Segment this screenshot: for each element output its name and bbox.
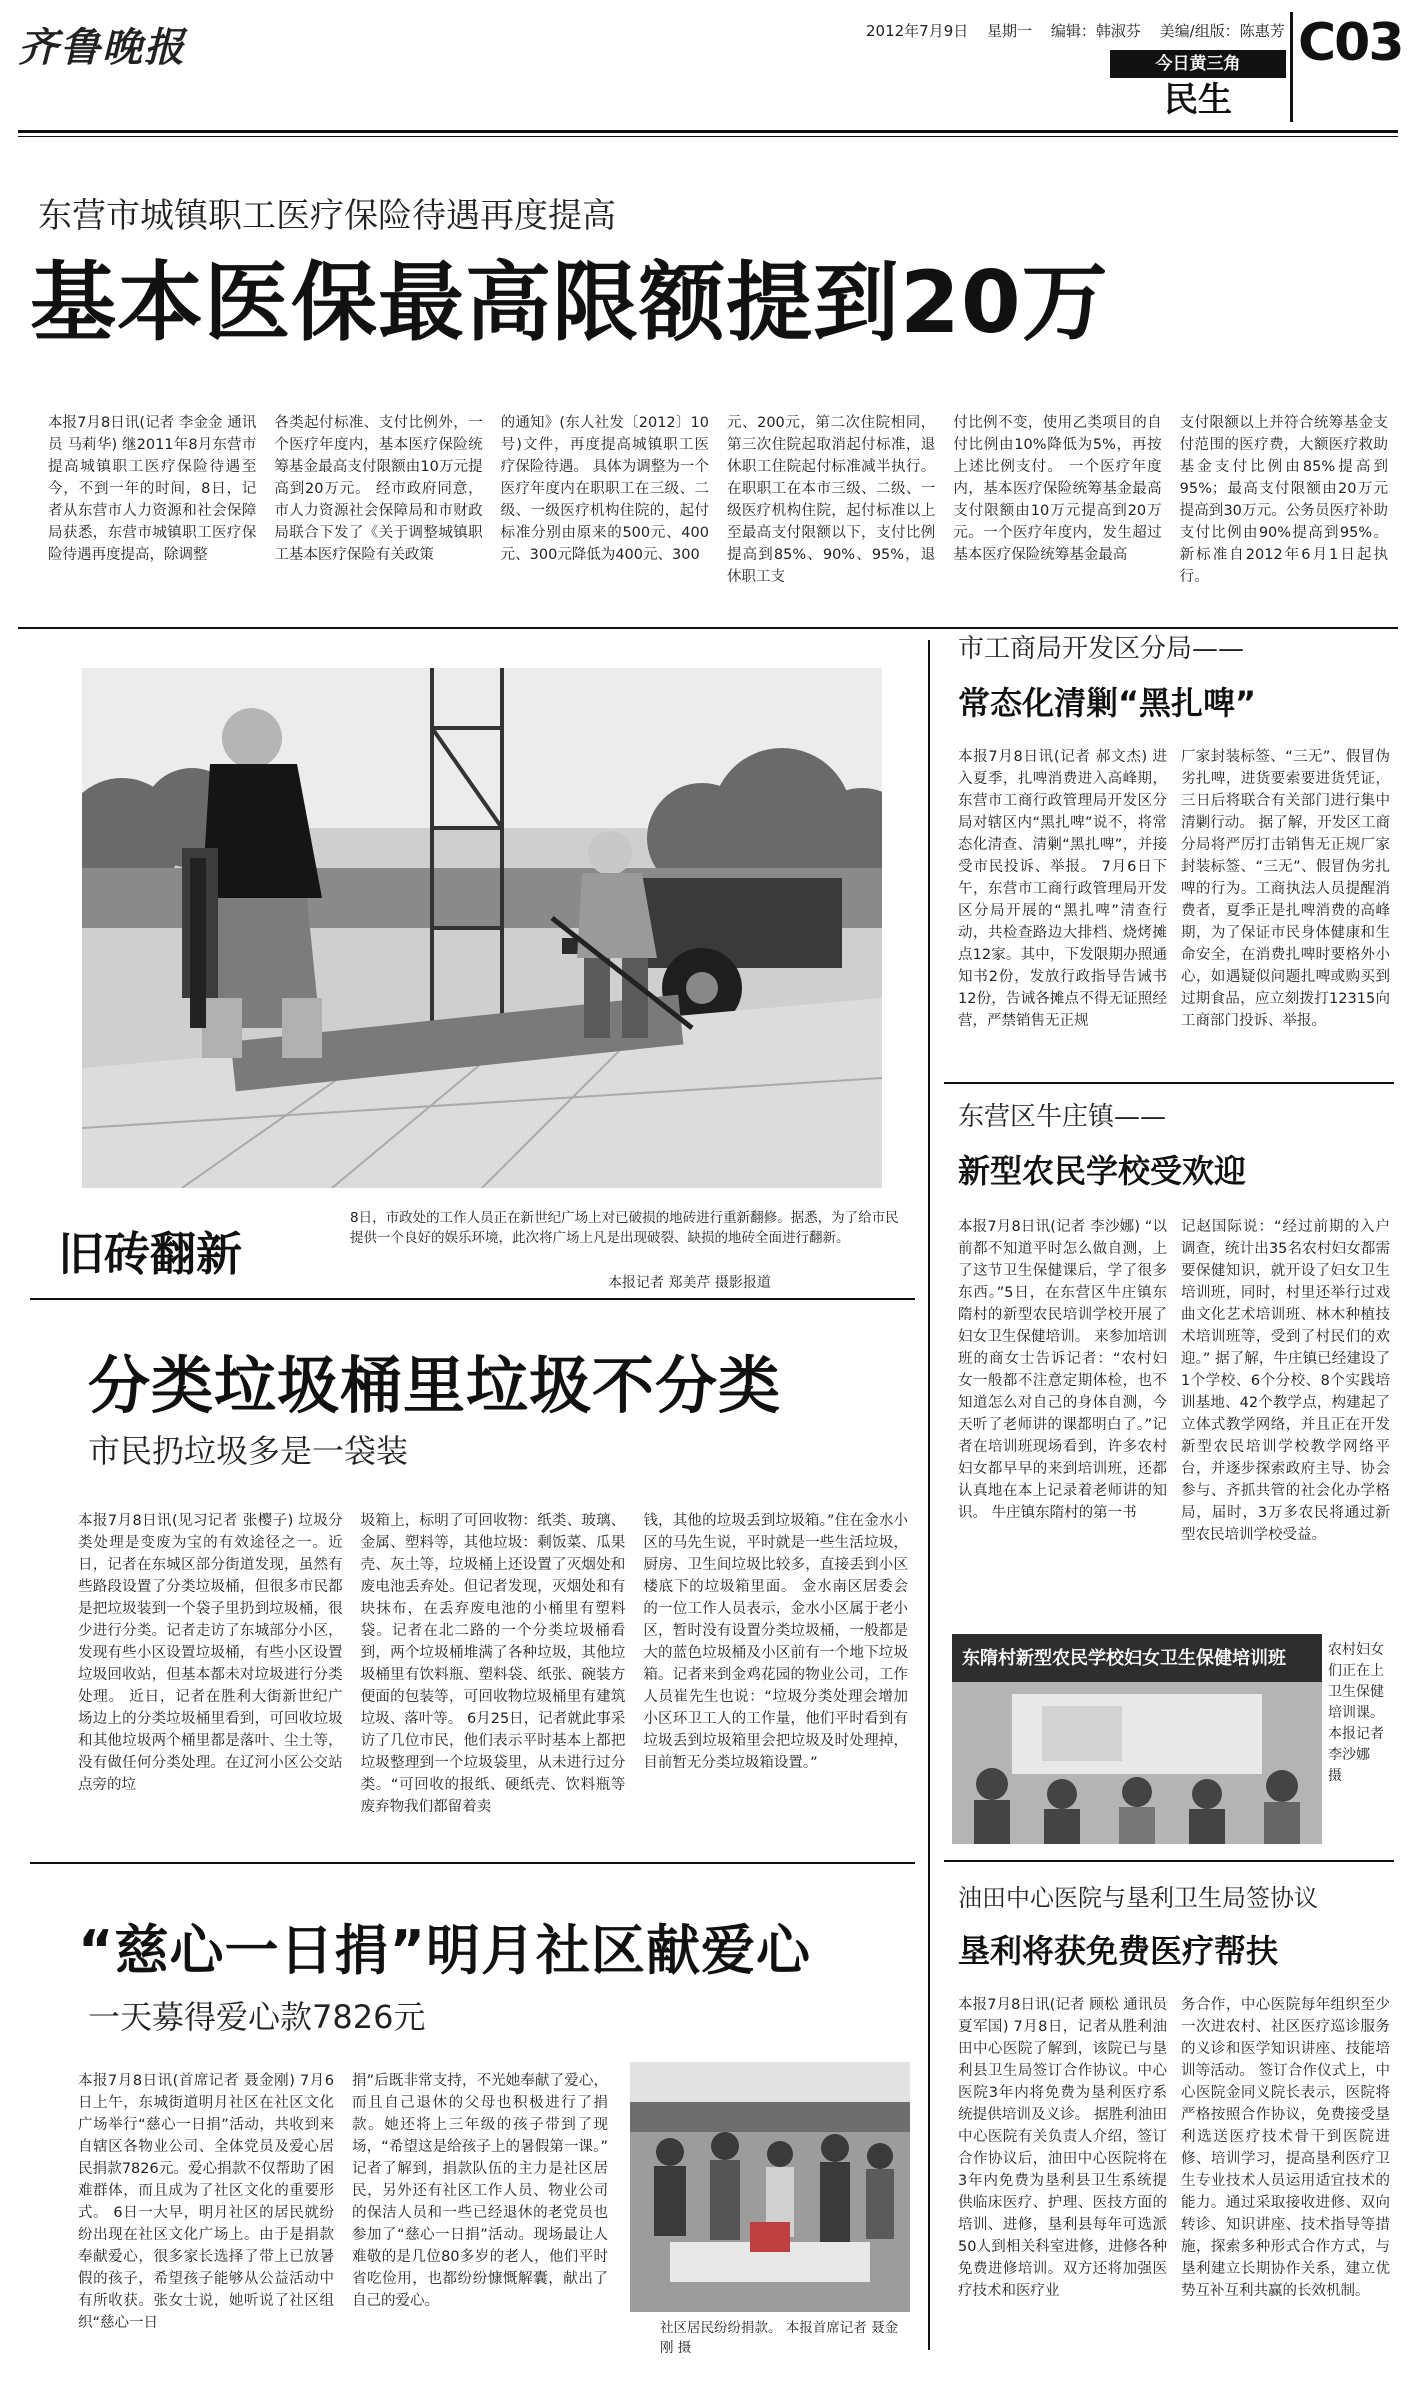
trash-rule	[30, 1862, 915, 1864]
issue-weekday: 星期一	[987, 22, 1033, 40]
trash-col-1: 本报7月8日讯(见习记者 张樱子) 垃圾分类处理是变废为宝的有效途径之一。近日，记者在东城区部分街道发现，虽然有些路段设置了分类垃圾桶，但很多市民都是把垃圾装到一个袋子里扔到垃圾桶，很少进行分类。记者走访了东城部分小区，发现有些小区设置垃圾桶，有些小区设置垃圾回收站，但基本都未对垃圾进行分类处理。 近日，记者在胜利大街新世纪广场边上的分类垃圾桶里看到，可回收垃圾和其他垃圾两个桶里都是落叶、尘土等，没有做任何分类处理。在辽河小区公交站点旁的垃	[78, 1513, 343, 1793]
charity-photo-caption: 社区居民纷纷捐款。 本报首席记者 聂金刚 摄	[660, 2320, 899, 2356]
masthead	[18, 10, 1408, 130]
side3-col-2: 务合作，中心医院每年组织至少一次进农村、社区医疗巡诊服务的义诊和医学知识讲座、技能培训等活动。 签订合作仪式上，中心医院金同义院长表示，医院将严格按照合作协议，免费接受垦利选送医疗技术骨干到医院进修、培训学习，提高垦利医疗卫生专业技术人员运用适宜技术的能力。通过采取接收进修、双向转诊、知识讲座、技术指导等措施，探索多种形式合作方式，与垦利建立长期协作关系，建立优势互补互利共赢的长效机制。	[1181, 1997, 1390, 2299]
side2-col-1: 本报7月8日讯(记者 李沙娜) “以前都不知道平时怎么做自测，上了这节卫生保健课后，学了很多东西。”5日，在东营区牛庄镇东隋村的新型农民培训学校开展了妇女卫生保健培训。 来参加培训班的商女士告诉记者：“农村妇女一般都不注意定期体检，也不知道怎么对自己的身体自测，今天听了老师讲的课都明白了。”记者在培训班现场看到，许多农村妇女都早早的来到培训班，还都认真地在本上记录着老师讲的知识。 牛庄镇东隋村的第一书	[958, 1219, 1167, 1521]
photo-residents-donating	[630, 2062, 910, 2312]
lead-col-5: 付比例不变，使用乙类项目的自付比例由10%降低为5%，再按上述比例支付。 一个医疗年度内，基本医疗保险统筹基金最高支付限额由10万元提高到20万元。一个医疗年度内，发生超过基本医疗保险统筹基金最高	[953, 415, 1162, 563]
section-name: 民生	[1110, 80, 1286, 120]
lead-col-6: 支付限额以上并符合统筹基金支付范围的医疗费，大额医疗救助基金支付比例由85%提高到95%；最高支付限额由20万元提高到30万元。公务员医疗补助支付比例由90%提高到95%。新标准自2012年6月1日起执行。	[1179, 415, 1388, 585]
photo-story-credit: 本报记者 郑美芹 摄影报道	[608, 1275, 771, 1291]
side2-body	[958, 1216, 1390, 1616]
side1-rule	[944, 1082, 1394, 1084]
issue-designer: 美编/组版：陈惠芳	[1159, 22, 1285, 40]
lead-col-2: 各类起付标准、支付比例外，一个医疗年度内，基本医疗保险统筹基金最高支付限额由10万元提高到20万元。 经市政府同意，市人力资源社会保障局和市财政局联合下发了《关于调整城镇职工基本医疗保险有关政策	[274, 415, 483, 563]
lead-col-4: 元、200元，第二次住院相同，第三次住院起取消起付标准，退休职工住院起付标准减半执行。在职职工在本市三级、二级、一级医疗机构住院，起付标准以上至最高支付限额以下，支付比例提高到85%、90%、95%，退休职工支	[726, 415, 936, 585]
side2-kicker: 东营区牛庄镇——	[958, 1102, 1167, 1132]
side2-headline: 新型农民学校受欢迎	[958, 1152, 1247, 1190]
trash-body	[78, 1510, 908, 1850]
issue-editor: 编辑：韩淑芬	[1050, 22, 1141, 40]
masthead-rule-thin	[18, 136, 1398, 137]
trash-headline: 分类垃圾桶里垃圾不分类	[88, 1349, 782, 1422]
photo-workers-repairing-bricks	[82, 668, 882, 1188]
side1-body	[958, 746, 1390, 1066]
side1-col-1: 本报7月8日讯(记者 郝文杰) 进入夏季，扎啤消费进入高峰期，东营市工商行政管理局开发区分局对辖区内“黑扎啤”说不，将常态化清查、清剿“黑扎啤”，并接受市民投诉、举报。 7月6日下午，东营市工商行政管理局开发区分局开展的“黑扎啤”清查行动，共检查路边大排档、烧烤摊点12家。其中，下发限期办照通知书2份，发放行政指导告诫书12份，告诫各摊点不得无证照经营，严禁销售无正规	[958, 749, 1167, 1029]
lead-headline: 基本医保最高限额提到20万	[30, 253, 1109, 353]
side2-rule	[944, 1860, 1394, 1862]
side2-photo-caption: 农村妇女们正在上卫生保健培训课。 本报记者 李沙娜 摄	[1328, 1642, 1384, 1784]
charity-col-2: 捐”后既非常支持，不光她奉献了爱心，而且自己退休的父母也积极进行了捐款。她还将上三年级的孩子带到了现场，“希望这是给孩子上的暑假第一课。” 记者了解到，捐款队伍的主力是社区居民，另外还有社区工作人员、物业公司的保洁人员和一些已经退休的老党员也参加了“慈心一日捐”活动。现场最让人难敬的是几位80多岁的老人，他们平时省吃俭用，也都纷纷慷慨解囊，献出了自己的爱心。	[352, 2073, 608, 2309]
training-banner: 东隋村新型农民学校妇女卫生保健培训班	[962, 1648, 1286, 1669]
lead-body	[48, 412, 1388, 612]
photo-women-health-training	[952, 1634, 1322, 1844]
page-number: C03	[1298, 13, 1403, 73]
issue-date: 2012年7月9日	[866, 22, 969, 40]
side3-kicker: 油田中心医院与垦利卫生局签协议	[958, 1884, 1318, 1912]
column-tag: 今日黄三角	[1110, 50, 1286, 78]
lead-col-3: 的通知》(东人社发〔2012〕10号)文件，再度提高城镇职工医疗保险待遇。 具体为调整为一个医疗年度内在职职工在三级、二级、一级医疗机构住院的，起付标准分别由原来的500元、400元、300元降低为400元、300	[500, 415, 709, 563]
charity-headline: “慈心一日捐”明月社区献爱心	[78, 1919, 811, 1982]
trash-subhead: 市民扔垃圾多是一袋装	[88, 1432, 409, 1470]
side1-col-2: 厂家封装标签、“三无”、假冒伪劣扎啤，进货要索要进货凭证，三日后将联合有关部门进行集中清剿行动。 据了解，开发区工商分局将严厉打击销售无正规厂家封装标签、“三无”、假冒伪劣扎啤的行为。工商执法人员提醒消费者，夏季正是扎啤消费的高峰期，为了保证市民身体健康和生命安全，在消费扎啤时要格外小心，如遇疑似问题扎啤或购买到过期食品，应立刻拨打12315向工商部门投诉、举报。	[1181, 749, 1390, 1029]
issue-meta	[866, 20, 1299, 41]
side3-headline: 垦利将获免费医疗帮扶	[958, 1932, 1279, 1970]
column-divider	[928, 640, 930, 2350]
lead-kicker: 东营市城镇职工医疗保险待遇再度提高	[38, 196, 616, 236]
masthead-rule	[18, 130, 1398, 133]
charity-body	[78, 2070, 608, 2360]
newspaper-logo: 齐鲁晚报	[18, 24, 186, 71]
photo-story-rule	[30, 1298, 915, 1300]
masthead-divider	[1290, 12, 1293, 122]
side1-headline: 常态化清剿“黑扎啤”	[958, 684, 1257, 722]
side2-col-2: 记赵国际说：“经过前期的入户调查，统计出35名农村妇女都需要保健知识，就开设了妇女卫生培训班，同时，村里还举行过戏曲文化艺术培训班、林木种植技术培训班等，受到了村民们的欢迎。” 据了解，牛庄镇已经建设了1个学校、6个分校、8个实践培训基地、42个教学点，构建起了立体式教学网络，并且正在开发新型农民培训学校教学网络平台，并逐步探索政府主导、协会参与、齐抓共管的社会化办学格局，届时，3万多农民将通过新型农民培训学校受益。	[1181, 1219, 1390, 1543]
photo-story-title: 旧砖翻新	[58, 1227, 242, 1281]
charity-subhead: 一天募得爱心款7826元	[88, 1998, 426, 2036]
charity-col-1: 本报7月8日讯(首席记者 聂金刚) 7月6日上午，东城街道明月社区在社区文化广场举行“慈心一日捐”活动，共收到来自辖区各物业公司、全体党员及爱心居民捐款7826元。爱心捐款不仅帮助了困难群体，而且成为了社区文化的重要形式。 6日一大早，明月社区的居民就纷纷出现在社区文化广场上。由于是捐款奉献爱心，很多家长选择了带上已放暑假的孩子，希望孩子能够从公益活动中有所收获。张女士说，她听说了社区组织“慈心一日	[78, 2073, 334, 2331]
trash-col-2: 圾箱上，标明了可回收物：纸类、玻璃、金属、塑料等，其他垃圾：剩饭菜、瓜果壳、灰土等，垃圾桶上还设置了灭烟处和废电池丢弃处。但记者发现，灭烟处和有块抹布，在丢弃废电池的小桶里有塑料袋。记者在北二路的一个分类垃圾桶看到，两个垃圾桶堆满了各种垃圾，其他垃圾桶里有饮料瓶、塑料袋、纸张、碗装方便面的包装等，可回收物垃圾桶里有建筑垃圾、落叶等。 6月25日，记者就此事采访了几位市民，他们表示平时基本上都把垃圾整理到一个垃圾袋里，从未进行过分类。“可回收的报纸、硬纸壳、饮料瓶等废弃物我们都留着卖	[360, 1513, 626, 1815]
lead-col-1: 本报7月8日讯(记者 李金金 通讯员 马莉华) 继2011年8月东营市提高城镇职工医疗保险待遇至今，不到一年的时间，8日，记者从东营市人力资源和社会保障局获悉，东营市城镇职工医疗保险待遇再度提高，除调整	[48, 415, 257, 563]
side1-kicker: 市工商局开发区分局——	[958, 634, 1245, 664]
side3-col-1: 本报7月8日讯(记者 顾松 通讯员 夏军国) 7月8日，记者从胜利油田中心医院了解到，该院已与垦利县卫生局签订合作协议。中心医院3年内将免费为垦利医疗系统提供培训及义诊。 据胜利油田中心医院有关负责人介绍，签订合作协议后，油田中心医院将在3年内免费为垦利县卫生系统提供临床医疗、护理、医技方面的培训、进修，垦利县每年可选派50人到相关科室进修，进修各种免费进修培训。双方还将加强医疗技术和医疗业	[958, 1997, 1167, 2299]
photo-story-caption: 8日，市政处的工作人员正在新世纪广场上对已破损的地砖进行重新翻修。据悉，为了给市民提供一个良好的娱乐环境，此次将广场上凡是出现破裂、缺损的地砖全面进行翻新。	[350, 1210, 899, 1246]
side3-body	[958, 1994, 1390, 2364]
trash-col-3: 钱，其他的垃圾丢到垃圾箱。”住在金水小区的马先生说，平时就是一些生活垃圾，厨房、卫生间垃圾比较多，直接丢到小区楼底下的垃圾箱里面。 金水南区居委会的一位工作人员表示，金水小区属于老小区，暂时没有设置分类垃圾桶，一般都是大的蓝色垃圾桶及小区前有一个地下垃圾箱。记者来到金鸡花园的物业公司，工作人员崔先生也说：“垃圾分类处理会增加小区环卫工人的工作量，他们平时看到有垃圾丢到垃圾箱里会把垃圾及时处理掉，目前暂无分类垃圾箱设置。”	[643, 1513, 909, 1771]
